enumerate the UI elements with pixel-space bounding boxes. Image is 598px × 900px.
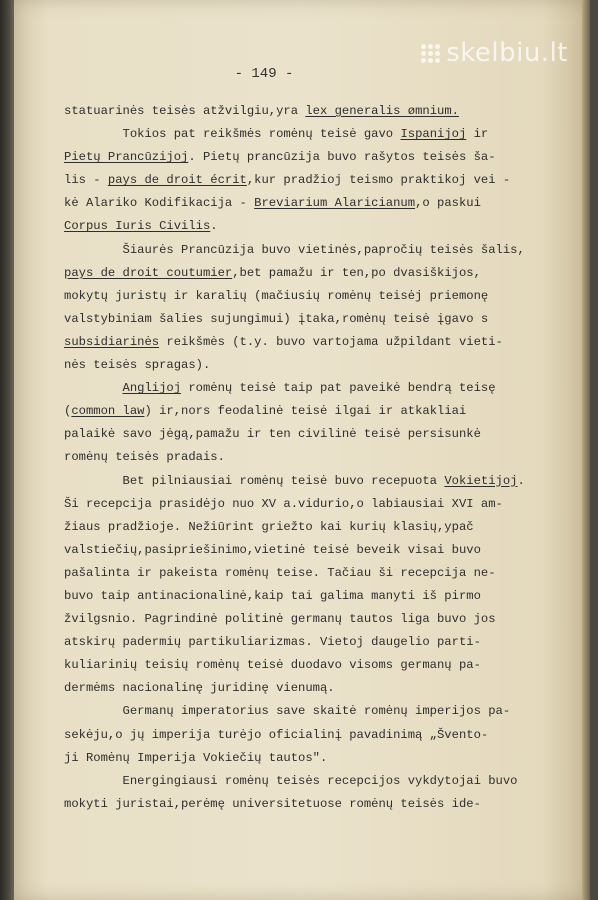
underlined-term: lex generalis ømnium. [305,104,459,118]
watermark-text: skelbiu.lt [446,38,568,68]
text-run: ,o paskui [415,196,481,211]
text-run: romėnų teisė taip pat paveikė bendrą teisę [181,381,496,396]
text-line [64,677,494,700]
text-run: reikšmės (t.y. buvo vartojama užpildant vieti- [159,334,503,349]
underlined-term: common law [71,404,145,419]
text-line [64,747,494,770]
underlined-term: pays de droit coutumier [64,265,233,280]
text-line [64,308,494,331]
text-line [64,724,494,747]
text-line [64,470,525,493]
text-run: Ši recepcija prasidėjo nuo XV a.vidurio,o labiausiai XVI am- [64,496,503,511]
text-run: valstiečių,pasipriešinimo,vietinė teisė beveik visai buvo [64,542,481,557]
text-run: sekėju,o jų imperija turėjo oficialinį pavadinimą „Švento- [64,727,489,742]
text-run: Tokios pat reikšmės romėnų teisė gavo [64,127,401,142]
text-line [64,770,518,793]
text-line [64,608,494,631]
text-run: nės teisės spragas). [64,358,211,373]
text-run: statuarinės teisės atžvilgiu,yra [64,104,306,118]
text-line [64,516,494,539]
text-line [64,331,503,354]
underlined-term: pays de droit écrit [107,173,247,188]
underlined-term: Vokietijoj [444,473,518,488]
text-run: kė Alariko Kodifikacija - [64,196,255,211]
text-run: ,bet pamažu ir ten,po dvasiškijos, [232,265,481,280]
text-line [64,262,494,285]
text-run: Šiaurės Prancūzija buvo vietinės,papročių teisės šalis, [64,242,525,257]
text-line [64,354,494,377]
text-run: ir [466,127,489,142]
text-run: atskirų padermių partikuliarizmas. Vietoj daugelio parti- [64,635,481,650]
text-run: pašalinta ir pakeista romėnų teise. Tačiau ši recepcija ne- [64,565,496,580]
text-run: kuliarinių teisių romėnų teisė duodavo visoms germanų pa- [64,658,481,673]
text-line [64,215,494,238]
text-line [64,493,503,516]
text-run: Bet pilniausiai romėnų teisė buvo recepuota [64,473,445,488]
text-line [64,400,494,423]
text-run: . [517,473,525,488]
text-run: Germanų imperatorius save skaitė romėnų imperijos pa- [64,704,511,719]
underlined-term: Corpus Iuris Civilis [64,219,211,234]
text-run: ( [64,404,72,419]
text-line [64,700,511,723]
text-line [64,100,494,123]
text-run: ,kur pradžioj teismo praktikoj vei - [246,173,511,188]
watermark-logo-icon [421,44,440,63]
text-run: palaikė savo jėgą,pamažu ir ten civilinė teisė persisunkė [64,427,481,442]
page-edge [582,0,590,900]
underlined-term: Pietų Prancūzijoj [64,150,189,165]
text-run: . [210,219,218,234]
text-line [64,192,494,215]
text-line [64,562,494,585]
text-run: Energingiausi romėnų teisės recepcijos vykdytojai buvo [64,773,518,788]
text-line [64,285,494,308]
text-run: ji Romėnų Imperija Vokiečių tautos". [64,750,328,765]
text-run: valstybiniam šalies sujungimui) įtaka,romėnų teisė įgavo s [64,311,489,326]
text-line [64,377,494,400]
watermark [421,38,568,68]
text-line [64,539,494,562]
text-run: dermėms nacionalinę juridinę vienumą. [64,681,335,696]
page-number: - 149 - [234,66,294,82]
underlined-term: Ispanijoj [400,127,467,142]
text-line [64,631,494,654]
text-run: mokyti juristai,perėmę universitetuose romėnų teisės ide- [64,796,481,811]
text-line [64,239,525,262]
text-run [64,381,123,395]
book-binding [0,0,14,900]
underlined-term: Breviarium Alaricianum [254,196,416,211]
underlined-term: subsidiarinės [64,334,160,349]
text-run: žvilgsnio. Pagrindinė politinė germanų tautos liga buvo jos [64,612,496,627]
text-line [64,793,494,816]
text-run: ) ir,nors feodalinė teisė ilgai ir atkakliai [144,404,467,419]
text-line [64,423,494,446]
text-line [64,654,494,677]
text-line [64,146,494,169]
underlined-term: Anglijoj [122,381,182,396]
text-line [64,123,494,146]
text-line [64,446,494,469]
text-run: romėnų teisės pradais. [64,450,225,465]
body-text [64,100,525,816]
text-run: mokytų juristų ir karalių (mačiusių romėnų teisėj priemonę [64,288,489,303]
text-run: buvo taip antinacionalinė,kaip tai galima manyti iš pirmo [64,588,481,603]
text-run: . Pietų prancūzija buvo rašytos teisės ša- [188,150,496,165]
text-line [64,585,494,608]
text-run: lis - [64,173,108,188]
text-line [64,169,511,192]
text-run: žiaus pradžioje. Nežiūrint griežto kai kurių klasių,ypač [64,519,474,534]
